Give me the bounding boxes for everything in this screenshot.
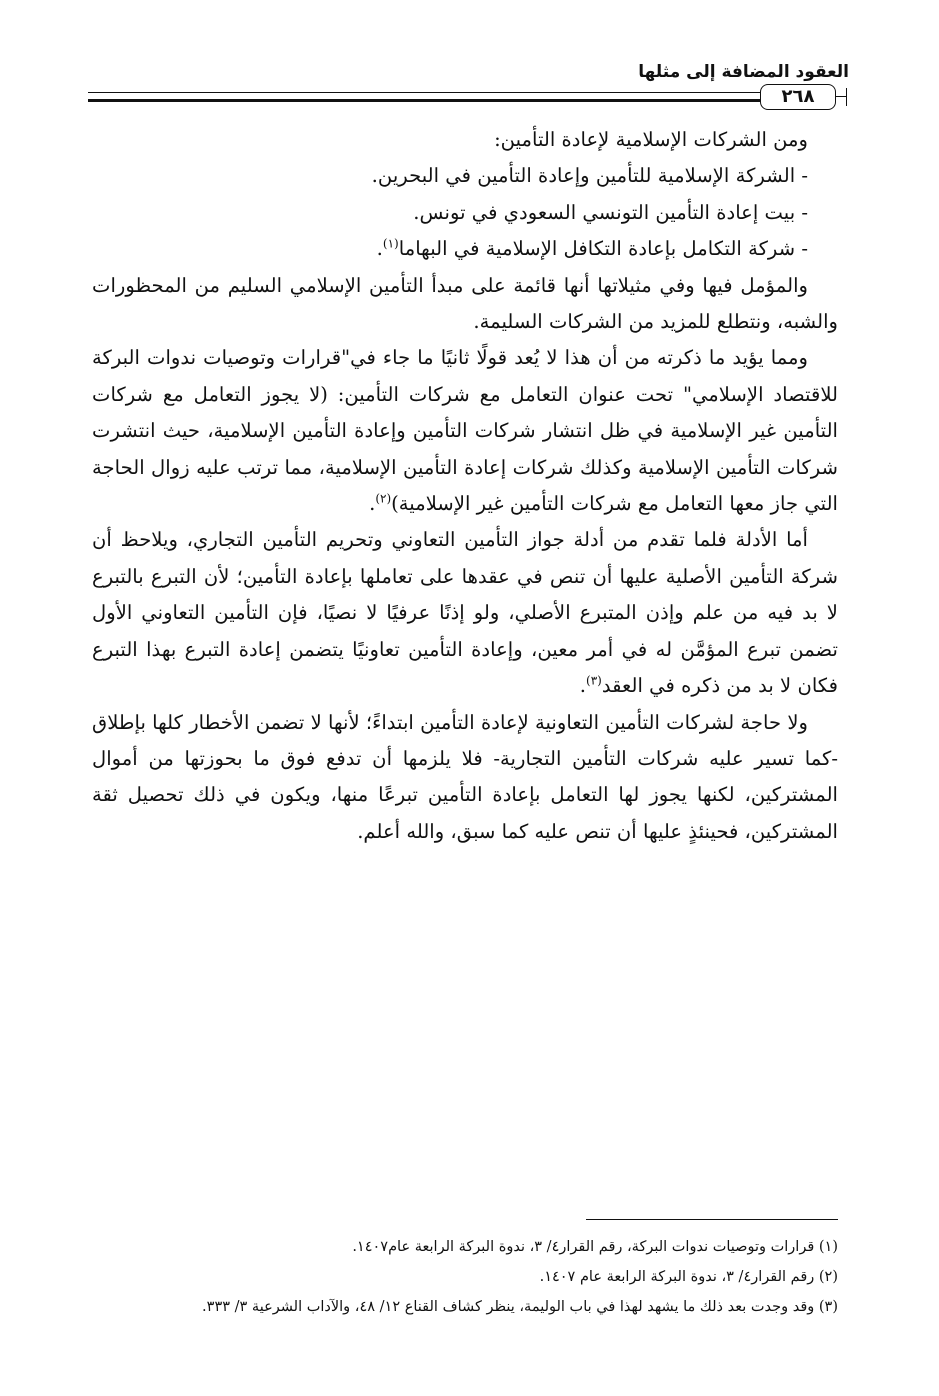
page-number-ornament-end (846, 88, 847, 106)
footnote: (١) قرارات وتوصيات ندوات البركة، رقم القرار٤/ ٣، ندوة البركة الرابعة عام١٤٠٧. (352, 1239, 838, 1255)
page-number-ornament (836, 96, 846, 97)
footnotes (92, 1232, 838, 1322)
footnote-ref[interactable]: (١) (382, 236, 399, 251)
paragraph: والمؤمل فيها وفي مثيلاتها أنها قائمة على مبدأ التأمين الإسلامي السليم من المحظورات والشبه، ونتطلع للمزيد من الشركات السليمة. (92, 273, 838, 334)
list-item: - الشركة الإسلامية للتأمين وإعادة التأمين في البحرين. (371, 164, 808, 188)
list-item: - بيت إعادة التأمين التونسي السعودي في تونس. (413, 200, 808, 224)
header-rule-thin (88, 92, 760, 93)
sentence-end: . (376, 237, 383, 261)
paragraph-text: أما الأدلة فلما تقدم من أدلة جواز التأمين التعاوني وتحريم التأمين التجاري، ويلاحظ أن شركة التأمين الأصلية عليها أن تنص في عقدها على تعاملها بإعادة التأمين؛ لأن التبرع بالتبرع لا بد فيه من علم وإذن المتبرع الأصلي، ولو إذنًا عرفيًا لا نصيًا، فإن التأمين التعاوني الأول تضمن تبرع المؤمَّن له في أمر معين، وإعادة التأمين تعاونيًا يتضمن إعادة التبرع بهذا التبرع فكان لا بد من ذكره في العقد (92, 528, 838, 698)
paragraph: ولا حاجة لشركات التأمين التعاونية لإعادة التأمين ابتداءً؛ لأنها لا تضمن الأخطار كلها بإطلاق -كما تسير عليه شركات التأمين التجارية- فلا يلزمها أن تدفع فوق ما بحوزتها من أموال المشتركين، لكنها يجوز لها التعامل بإعادة التأمين تبرعًا منها، ويكون في ذلك تحصيل ثقة المشتركين، فحينئذٍ عليها أن تنص عليه كما سبق، والله أعلم. (92, 710, 838, 843)
list-item (92, 231, 838, 267)
paragraph-text: ومما يؤيد ما ذكرته من أن هذا لا يُعد قولًا ثانيًا ما جاء في"قرارات وتوصيات ندوات البركة للاقتصاد الإسلامي" تحت عنوان التعامل مع شركات التأمين: (لا يجوز التعامل مع شركات التأمين غير الإسلامية في ظل انتشار شركات التأمين وإعادة التأمين الإسلامية، حيث انتشرت شركات التأمين الإسلامية وكذلك شركات إعادة التأمين الإسلامية، مما ترتب عليه زوال الحاجة التي جاز معها التعامل مع شركات التأمين غير الإسلامية) (92, 346, 838, 516)
footnote-ref[interactable]: (٢) (375, 491, 392, 506)
page-number: ٢٦٨ (760, 84, 836, 110)
paragraph: ومن الشركات الإسلامية لإعادة التأمين: (494, 128, 808, 151)
footnote: (٢) رقم القرار٤/ ٣، ندوة البركة الرابعة عام ١٤٠٧. (539, 1269, 838, 1285)
running-title: العقود المضافة إلى مثلها (638, 62, 849, 82)
main-text (92, 122, 838, 850)
footnote-ref[interactable]: (٣) (586, 673, 602, 688)
paragraph (92, 522, 838, 704)
header-rule-thick (88, 99, 760, 102)
footnote-separator (586, 1219, 838, 1220)
paragraph (92, 340, 838, 522)
footnote: (٣) وقد وجدت بعد ذلك ما يشهد لهذا في باب الوليمة، ينظر كشاف القناع ١٢/ ٤٨، والآداب الشرعية ٣/ ٣٣٣. (202, 1299, 838, 1315)
list-item-text: - شركة التكامل بإعادة التكافل الإسلامية في البهاما (398, 237, 808, 261)
sentence-end: . (579, 674, 587, 698)
sentence-end: . (369, 492, 376, 516)
